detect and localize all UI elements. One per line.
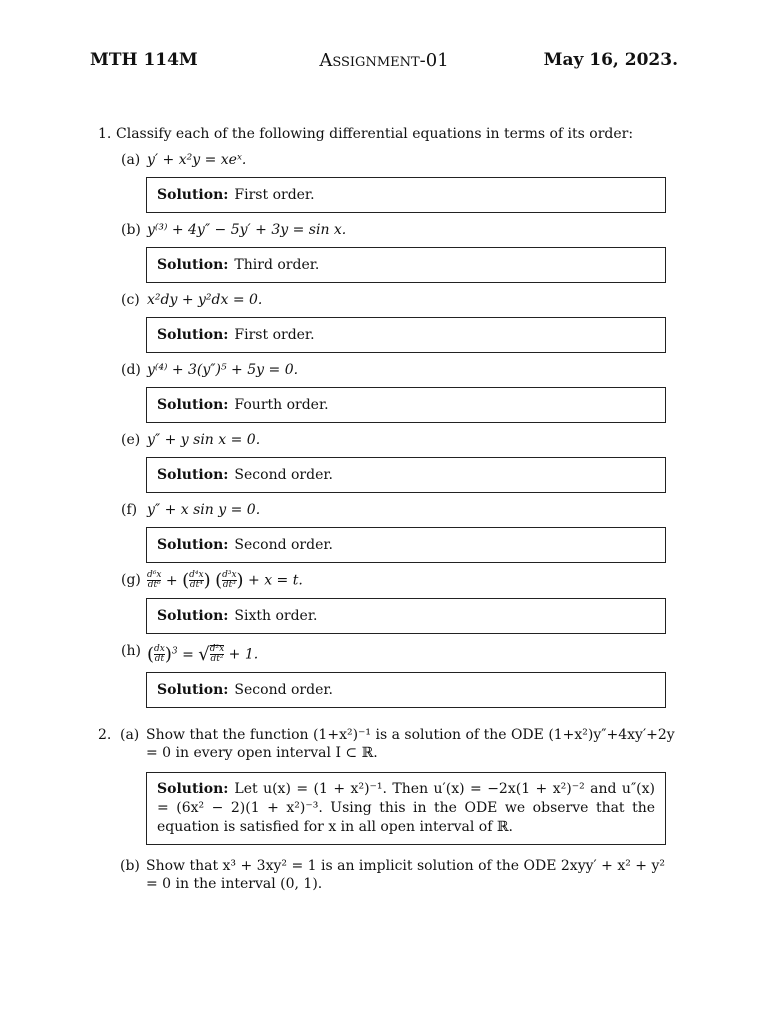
solution-box — [146, 387, 666, 423]
solution-label: Solution: — [157, 537, 229, 553]
part-text: Show that x³ + 3xy² = 1 is an implicit solution of the ODE 2xyy′ + x² + y² = 0 in the interval (0, 1). — [146, 858, 665, 893]
equation-fraction-expression: ( $\frac{dx}{dt}$ )$^3$ = √ $\frac{\text{d²x}}{\text{dt²}}$ — [147, 643, 225, 665]
solution-box — [146, 527, 666, 563]
solution-box — [146, 177, 666, 213]
solution-label: Solution: — [157, 327, 229, 343]
part-label: (e) — [121, 432, 141, 448]
part-c — [116, 291, 680, 309]
solution-label: Solution: — [157, 257, 229, 273]
part-label: (a) — [121, 152, 141, 168]
solution-label: Solution: — [157, 467, 229, 483]
solution-text: Fourth order. — [234, 397, 329, 413]
part-text: Show that the function (1+x²)⁻¹ is a solution of the ODE (1+x²)y″+4xy′+2y = 0 in every open interval I ⊂ ℝ. — [146, 727, 675, 762]
part-label: (f) — [121, 502, 138, 518]
solution-box — [146, 672, 666, 708]
solution-text: Third order. — [234, 257, 320, 273]
solution-text: Second order. — [234, 467, 333, 483]
question-2 — [90, 726, 680, 893]
equation: y″ + y sin x = 0. — [147, 432, 261, 448]
page-header — [90, 50, 678, 74]
assignment-content — [90, 125, 680, 893]
assignment-date: May 16, 2023. — [543, 50, 678, 70]
solution-text: Second order. — [234, 682, 333, 699]
solution-text: First order. — [234, 327, 315, 343]
question-text: Classify each of the following differential equations in terms of its order: — [116, 126, 634, 142]
part-label: (d) — [121, 362, 141, 378]
solution-label: Solution: — [157, 187, 229, 203]
equation-fraction-expression: $\frac{\text{d⁶x}}{\text{dt⁶}}$ + ( $\frac{\text{d⁴x}}{\text{dt⁴}}$ ) ( $\frac{\text{d³x}}{\text{dt³}}$ ) — [147, 569, 244, 591]
equation: y⁽³⁾ + 4y″ − 5y′ + 3y = sin x. — [147, 222, 347, 238]
part-f — [116, 501, 680, 519]
part-a — [116, 726, 680, 762]
solution-text: Second order. — [234, 537, 333, 553]
solution-box — [146, 247, 666, 283]
solution-box — [146, 457, 666, 493]
equation: + x = t. — [248, 572, 303, 589]
question-number: 2. — [98, 727, 112, 744]
part-label: (g) — [121, 572, 141, 588]
equation: y⁽⁴⁾ + 3(y″)⁵ + 5y = 0. — [147, 362, 299, 378]
equation: x²dy + y²dx = 0. — [147, 292, 263, 308]
equation: + 1. — [228, 646, 259, 663]
part-label: (c) — [121, 292, 140, 308]
part-label: (b) — [121, 222, 141, 238]
part-e — [116, 431, 680, 449]
part-b — [116, 857, 680, 893]
question-1 — [90, 125, 680, 708]
part-label: (h) — [121, 643, 141, 659]
part-label: (a) — [120, 727, 140, 744]
equation: y′ + x²y = xeˣ. — [147, 152, 247, 168]
solution-text: Let u(x) = (1 + x²)⁻¹. Then u′(x) = −2x(1 + x²)⁻² and u″(x) = (6x² − 2)(1 + x²)⁻³. Using this in the ODE we observe that the equation is satisfied for x in all open interval of ℝ. — [157, 781, 655, 836]
part-h — [116, 642, 680, 664]
solution-label: Solution: — [157, 682, 229, 699]
question-number: 1. — [98, 126, 112, 142]
solution-label: Solution: — [157, 781, 229, 798]
solution-box — [146, 317, 666, 353]
part-a — [116, 151, 680, 169]
course-code: MTH 114M — [90, 50, 198, 70]
part-b — [116, 221, 680, 239]
assignment-title: Assignment-01 — [319, 50, 449, 71]
solution-label: Solution: — [157, 608, 229, 624]
solution-text: Sixth order. — [234, 608, 318, 624]
solution-box — [146, 598, 666, 634]
part-d — [116, 361, 680, 379]
solution-box — [146, 772, 666, 845]
solution-text: First order. — [234, 187, 315, 203]
part-g — [116, 571, 680, 590]
solution-label: Solution: — [157, 397, 229, 413]
equation: y″ + x sin y = 0. — [147, 502, 261, 518]
part-label: (b) — [120, 858, 140, 875]
